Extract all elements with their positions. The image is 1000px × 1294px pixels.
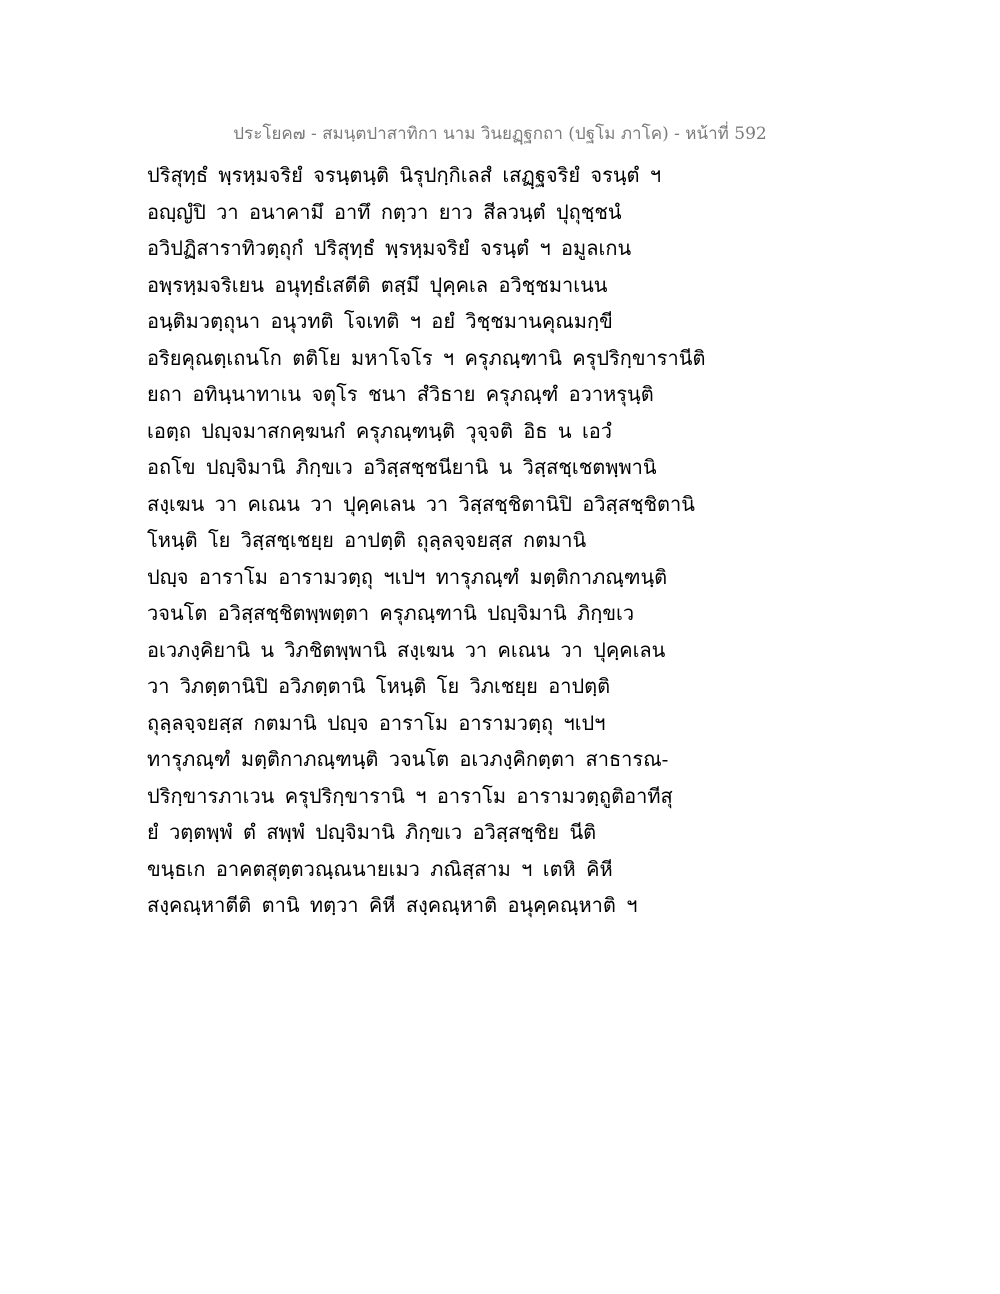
text-line: ปริสุทฺธํ พฺรหฺมจริยํ จรนฺตนฺติ นิรุปกฺกิเลสํ เสฏฺฐจริยํ จรนฺตํ ฯ: [147, 163, 662, 187]
text-line: ปริกฺขารภาเวน ครุปริกฺขารานิ ฯ อาราโม อารามวตฺถูติอาทีสุ: [147, 783, 673, 808]
text-line: อเวภงฺคิยานิ น วิภชิตพฺพานิ สงฺเฆน วา คเณน วา ปุคฺคเลน: [147, 637, 666, 662]
text-line: อถโข ปญฺจิมานิ ภิกฺขเว อวิสฺสชฺชนียานิ น วิสฺสชฺเชตพฺพานิ: [147, 455, 657, 479]
text-line: ขนฺธเก อาคตสุตฺตวณฺณนายเมว ภณิสฺสาม ฯ เตหิ คิหี: [147, 856, 613, 881]
text-line: ถุลฺลจฺจยสฺส กตมานิ ปญฺจ อาราโม อารามวตฺถุ ฯเปฯ: [147, 710, 606, 735]
text-line: สงฺคณฺหาตีติ ตานิ ทตฺวา คิหี สงฺคณฺหาติ อนุคฺคณฺหาติ ฯ: [147, 893, 638, 917]
text-line: ยถา อทินฺนาทาเน จตุโร ชนา สํวิธาย ครุภณฺฑํ อวาหรุนฺติ: [147, 382, 654, 406]
text-line: เอตฺถ ปญฺจมาสกคฺฆนกํ ครุภณฺฑนฺติ วุจฺจติ อิธ น เอวํ: [147, 418, 613, 443]
text-line: ยํ วตฺตพฺพํ ตํ สพฺพํ ปญฺจิมานิ ภิกฺขเว อวิสฺสชฺชิย นีติ: [147, 820, 597, 844]
text-line: วา วิภตฺตานิปิ อวิภตฺตานิ โหนฺติ โย วิภเชยฺย อาปตฺติ: [147, 674, 611, 698]
text-line: อวิปฏิสาราทิวตฺถุกํ ปริสุทฺธํ พฺรหฺมจริยํ จรนฺตํ ฯ อมูลเกน: [147, 236, 632, 260]
text-line: อนฺติมวตฺถุนา อนุวทติ โจเทติ ฯ อยํ วิชฺชมานคุณมกฺขี: [147, 309, 613, 333]
running-header: ประโยค๗ - สมนฺตปาสาทิกา นาม วินยฏฺฐกถา (ปฐโม ภาโค) - หน้าที่ 592: [233, 124, 767, 144]
text-line: สงฺเฆน วา คเณน วา ปุคฺคเลน วา วิสฺสชฺชิตานิปิ อวิสฺสชฺชิตานิ: [147, 491, 695, 516]
text-line: อริยคุณตฺเถนโก ตติโย มหาโจโร ฯ ครุภณฺฑานิ ครุปริกฺขารานีติ: [147, 345, 706, 370]
text-line: ทารุภณฺฑํ มตฺติกาภณฺฑนฺติ วจนโต อเวภงฺคิกตฺตา สาธารณ-: [147, 747, 669, 771]
text-line: อญฺญํปิ วา อนาคามึ อาทึ กตฺวา ยาว สีลวนฺตํ ปุถุชฺชนํ: [147, 199, 622, 224]
body-text: [147, 157, 707, 924]
text-line: ปญฺจ อาราโม อารามวตฺถุ ฯเปฯ ทารุภณฺฑํ มตฺติกาภณฺฑนฺติ: [147, 564, 668, 589]
text-line: อพฺรหฺมจริเยน อนุทฺธํเสตีติ ตสฺมึ ปุคฺคเล อวิชฺชมาเนน: [147, 272, 608, 297]
text-line: วจนโต อวิสฺสชฺชิตพฺพตฺตา ครุภณฺฑานิ ปญฺจิมานิ ภิกฺขเว: [147, 601, 635, 625]
text-line: โหนฺติ โย วิสฺสชฺเชยฺย อาปตฺติ ถุลฺลจฺจยสฺส กตมานิ: [147, 528, 587, 552]
